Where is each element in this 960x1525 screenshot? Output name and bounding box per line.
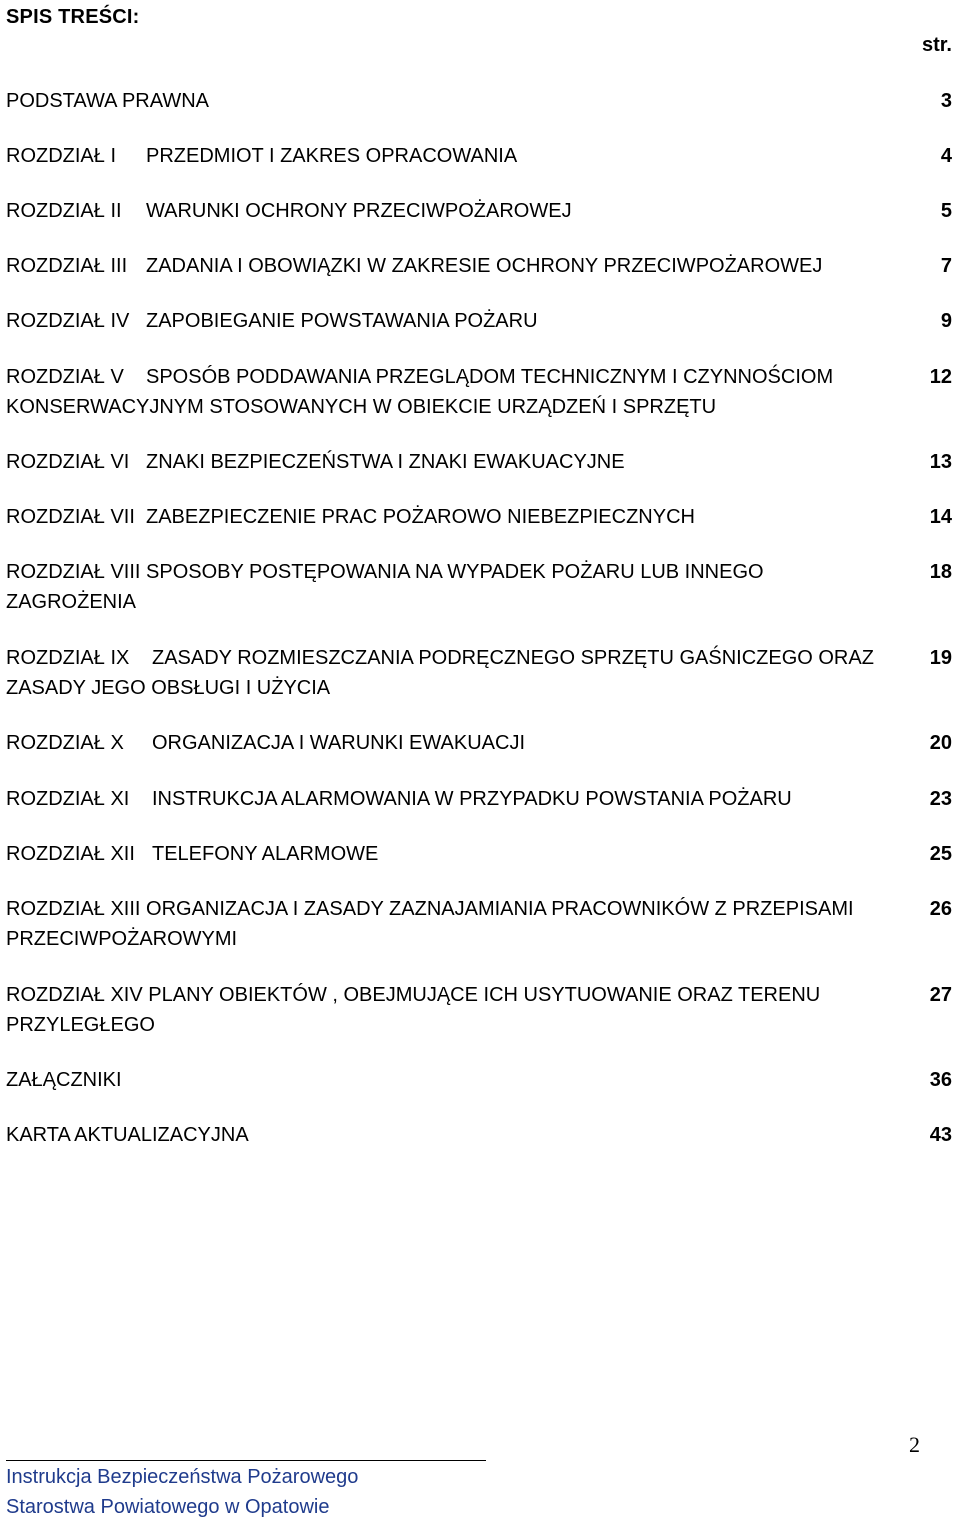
toc-entry-rozdzial-14[interactable]	[6, 980, 952, 1040]
toc-entry-page: 27	[929, 984, 952, 1006]
toc-entry-title: WARUNKI OCHRONY PRZECIWPOŻAROWEJ	[146, 200, 572, 222]
toc-entry-text	[6, 1120, 886, 1150]
toc-entry-label: ROZDZIAŁ I	[6, 145, 117, 167]
toc-entry-label: ROZDZIAŁ X	[6, 732, 124, 754]
toc-entry-text	[6, 894, 886, 954]
toc-entry-label: ROZDZIAŁ VIII	[6, 561, 141, 583]
toc-entry-rozdzial-13[interactable]	[6, 894, 952, 954]
toc-entry-text	[6, 447, 886, 477]
toc-entry-page: 7	[940, 255, 952, 277]
toc-entry-page: 20	[929, 732, 952, 754]
toc-entry-page: 25	[929, 843, 952, 865]
toc-entry-label: ROZDZIAŁ XII	[6, 843, 135, 865]
toc-entry-rozdzial-1[interactable]	[6, 141, 952, 171]
toc-entry-page: 19	[929, 647, 952, 669]
toc-entry-label: ROZDZIAŁ XI	[6, 788, 130, 810]
toc-entry-label: ROZDZIAŁ III	[6, 255, 128, 277]
toc-entry-text	[6, 306, 886, 336]
toc-entry-label: ROZDZIAŁ XIII	[6, 898, 141, 920]
toc-entry-title: ZAPOBIEGANIE POWSTAWANIA POŻARU	[146, 310, 538, 332]
toc-entry-label: ROZDZIAŁ II	[6, 200, 122, 222]
toc-entry-text	[6, 839, 886, 869]
toc-entry-text	[6, 728, 886, 758]
toc-entry-text	[6, 86, 886, 116]
toc-entry-text	[6, 196, 886, 226]
toc-entry-rozdzial-12[interactable]	[6, 839, 952, 869]
toc-entry-text	[6, 141, 886, 171]
toc-entry-karta-aktualizacyjna[interactable]	[6, 1120, 952, 1150]
toc-entry-text	[6, 362, 886, 422]
toc-entry-label: PODSTAWA PRAWNA	[6, 90, 209, 112]
toc-entry-title: ZNAKI BEZPIECZEŃSTWA I ZNAKI EWAKUACYJNE	[146, 451, 625, 473]
toc-entry-zalaczniki[interactable]	[6, 1065, 952, 1095]
toc-entry-title: INSTRUKCJA ALARMOWANIA W PRZYPADKU POWSTANIA POŻARU	[152, 788, 792, 810]
toc-entry-page: 14	[929, 506, 952, 528]
toc-entry-podstawa-prawna[interactable]	[6, 86, 952, 116]
toc-entry-rozdzial-2[interactable]	[6, 196, 952, 226]
toc-entry-label: ZAŁĄCZNIKI	[6, 1069, 122, 1091]
toc-entry-page: 3	[940, 90, 952, 112]
toc-entry-title: ZASADY ROZMIESZCZANIA PODRĘCZNEGO SPRZĘTU GAŚNICZEGO ORAZ ZASADY JEGO OBSŁUGI I UŻYCIA	[6, 647, 874, 699]
toc-entry-title: PLANY OBIEKTÓW , OBEJMUJĄCE ICH USYTUOWANIE ORAZ TERENU PRZYLEGŁEGO	[6, 984, 821, 1036]
toc-entry-title: ORGANIZACJA I ZASADY ZAZNAJAMIANIA PRACOWNIKÓW Z PRZEPISAMI PRZECIWPOŻAROWYMI	[6, 898, 854, 950]
toc-entry-label: ROZDZIAŁ XIV	[6, 984, 143, 1006]
toc-entry-label: ROZDZIAŁ IV	[6, 310, 130, 332]
toc-entry-rozdzial-7[interactable]	[6, 502, 952, 532]
toc-entry-text	[6, 502, 886, 532]
toc-entry-rozdzial-11[interactable]	[6, 784, 952, 814]
toc-entry-text	[6, 251, 886, 281]
toc-entry-page: 18	[929, 561, 952, 583]
toc-entry-page: 13	[929, 451, 952, 473]
toc-entry-rozdzial-8[interactable]	[6, 557, 952, 617]
toc-entry-label: ROZDZIAŁ V	[6, 366, 124, 388]
toc-entry-label: ROZDZIAŁ IX	[6, 647, 130, 669]
toc-entry-rozdzial-10[interactable]	[6, 728, 952, 758]
footer-line-2: Starostwa Powiatowego w Opatowie	[6, 1496, 330, 1518]
toc-entry-page: 43	[929, 1124, 952, 1146]
toc-entry-label: ROZDZIAŁ VII	[6, 506, 135, 528]
toc-entry-text	[6, 784, 886, 814]
footer-divider	[6, 1460, 486, 1461]
toc-entry-label: ROZDZIAŁ VI	[6, 451, 130, 473]
toc-entry-rozdzial-9[interactable]	[6, 643, 952, 703]
toc-entry-text	[6, 643, 886, 703]
toc-entry-page: 36	[929, 1069, 952, 1091]
toc-entry-page: 4	[940, 145, 952, 167]
toc-entry-rozdzial-5[interactable]	[6, 362, 952, 422]
toc-entry-text	[6, 557, 886, 617]
toc-entry-title: TELEFONY ALARMOWE	[152, 843, 379, 865]
toc-entry-page: 9	[940, 310, 952, 332]
toc-entry-title: SPOSOBY POSTĘPOWANIA NA WYPADEK POŻARU LUB INNEGO ZAGROŻENIA	[6, 561, 764, 613]
page-number: 2	[909, 1432, 920, 1457]
toc-entry-page: 23	[929, 788, 952, 810]
toc-entry-page: 5	[940, 200, 952, 222]
toc-entry-title: ORGANIZACJA I WARUNKI EWAKUACJI	[152, 732, 525, 754]
toc-entry-page: 26	[929, 898, 952, 920]
toc-entry-rozdzial-6[interactable]	[6, 447, 952, 477]
toc-entry-title: PRZEDMIOT I ZAKRES OPRACOWANIA	[146, 145, 518, 167]
toc-entry-rozdzial-3[interactable]	[6, 251, 952, 281]
toc-entry-title: SPOSÓB PODDAWANIA PRZEGLĄDOM TECHNICZNYM I CZYNNOŚCIOM KONSERWACYJNYM STOSOWANYCH W OBIEKCIE URZĄDZEŃ I SPRZĘTU	[6, 366, 834, 418]
toc-entry-label: KARTA AKTUALIZACYJNA	[6, 1124, 249, 1146]
toc-entry-text	[6, 980, 886, 1040]
toc-entry-title: ZADANIA I OBOWIĄZKI W ZAKRESIE OCHRONY PRZECIWPOŻAROWEJ	[146, 255, 823, 277]
toc-heading: SPIS TREŚCI:	[6, 6, 140, 28]
page-column-label: str.	[921, 34, 952, 56]
toc-entry-rozdzial-4[interactable]	[6, 306, 952, 336]
toc-entry-page: 12	[929, 366, 952, 388]
toc-entry-text	[6, 1065, 886, 1095]
toc-entry-title: ZABEZPIECZENIE PRAC POŻAROWO NIEBEZPIECZNYCH	[146, 506, 695, 528]
footer-line-1: Instrukcja Bezpieczeństwa Pożarowego	[6, 1466, 359, 1488]
